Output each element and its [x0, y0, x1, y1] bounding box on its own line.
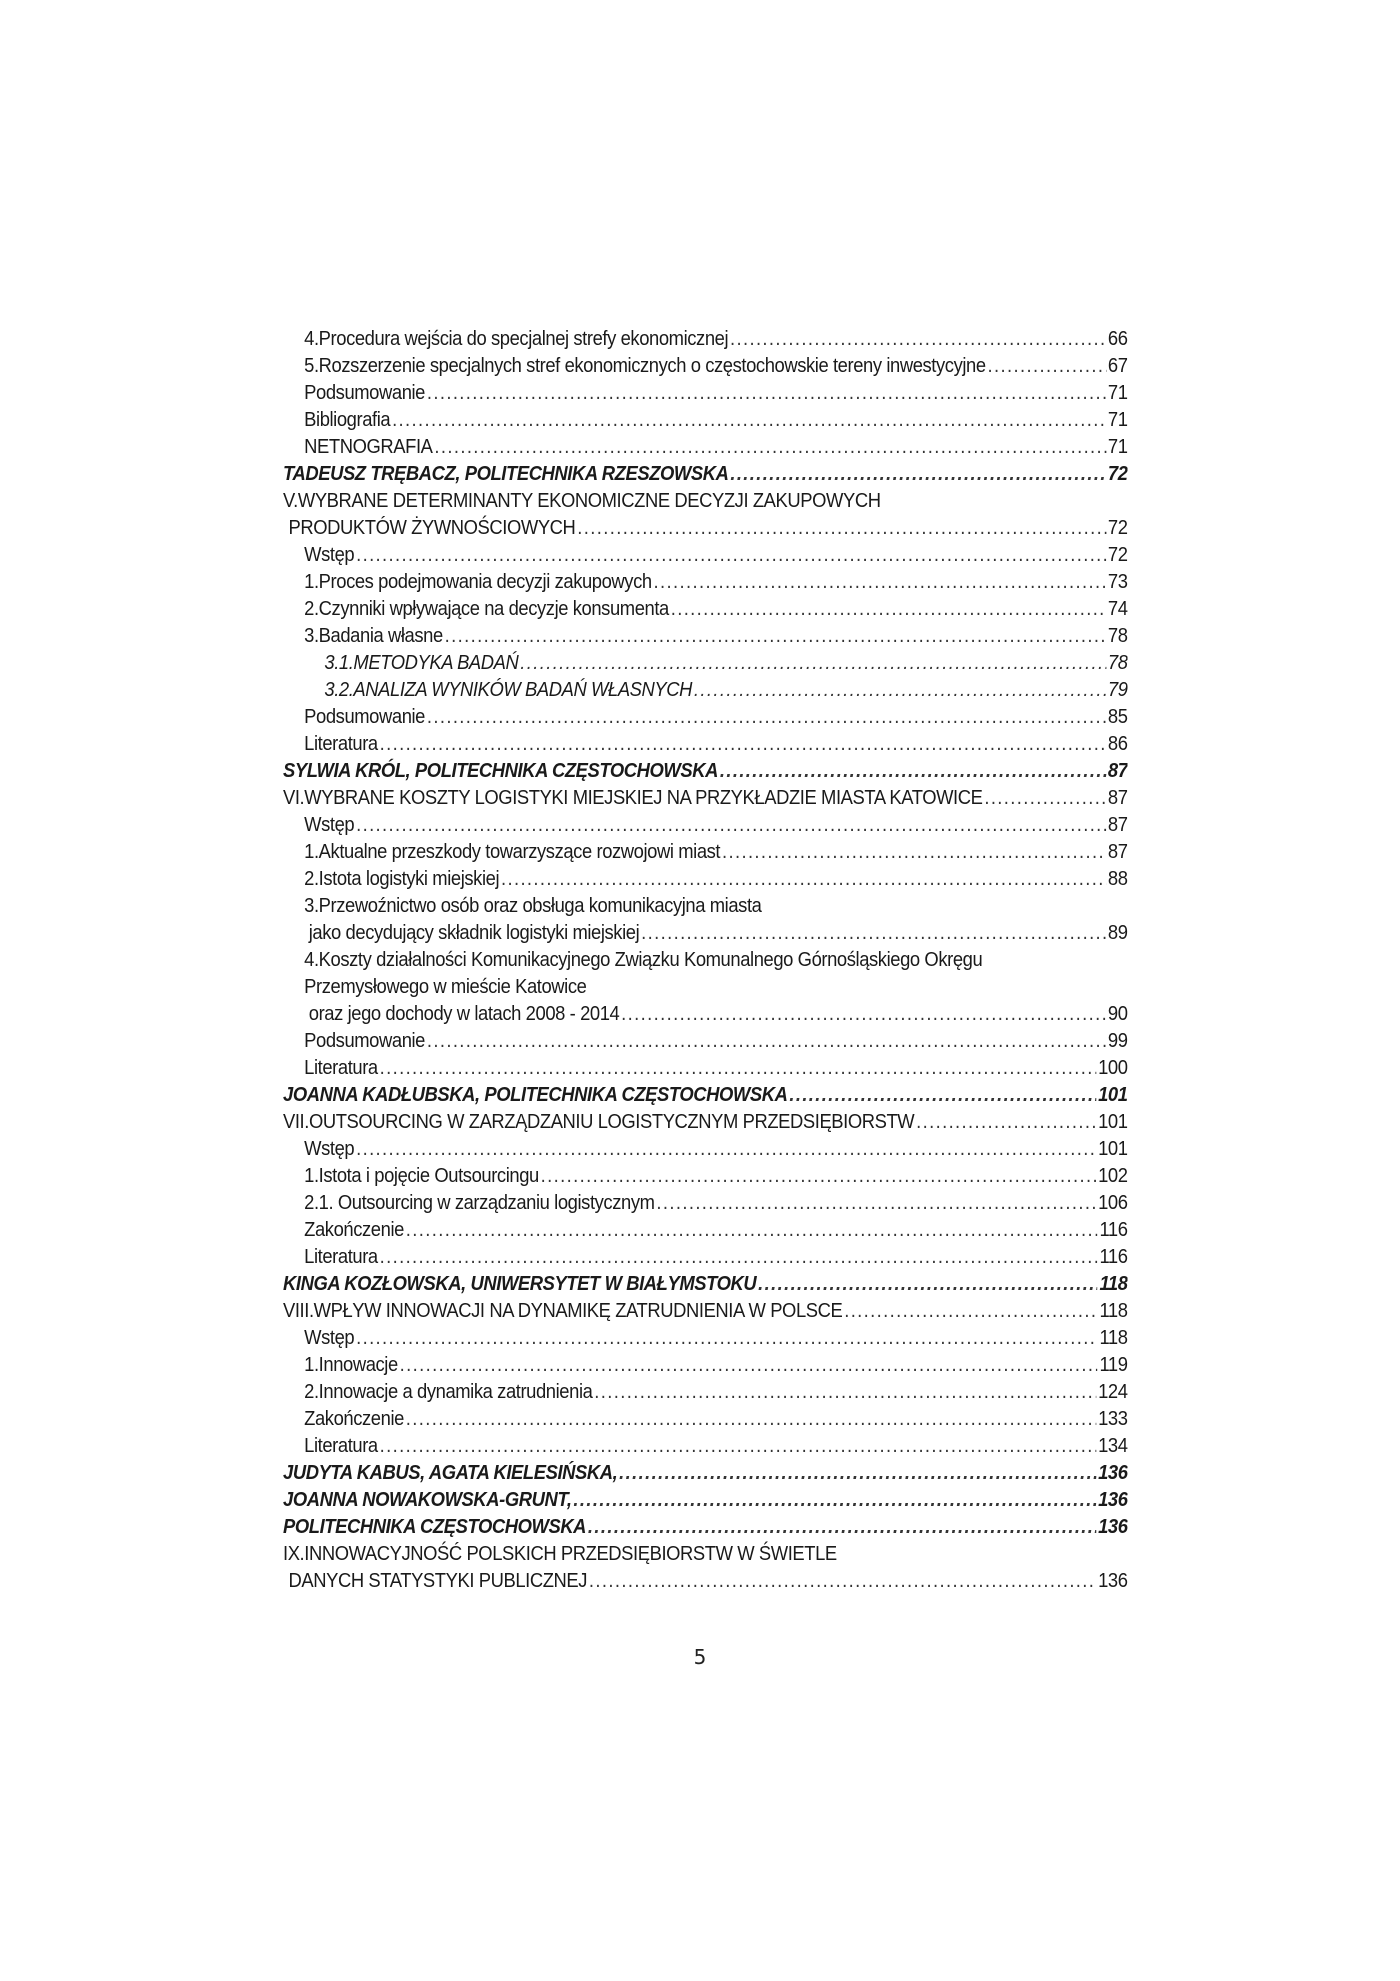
- page-number: 5: [693, 1645, 707, 1669]
- toc-leader-dots: [356, 1325, 1098, 1352]
- toc-entry: [283, 1568, 1128, 1595]
- toc-entry-page: 87: [1107, 787, 1128, 809]
- toc-entry-title: Literatura: [304, 1435, 378, 1457]
- toc-entry-page: 74: [1107, 598, 1128, 620]
- toc-entry: [283, 1379, 1128, 1406]
- toc-entry: [283, 1352, 1128, 1379]
- toc-entry-page: 71: [1107, 409, 1128, 431]
- toc-entry-page: 87: [1107, 760, 1128, 782]
- toc-entry-title: VI.WYBRANE KOSZTY LOGISTYKI MIEJSKIEJ NA PRZYKŁADZIE MIASTA KATOWICE: [283, 787, 983, 809]
- toc-entry-page: 133: [1098, 1408, 1128, 1430]
- toc-entry-title: KINGA KOZŁOWSKA, UNIWERSYTET W BIAŁYMSTOKU: [283, 1273, 757, 1295]
- toc-entry: [283, 1271, 1128, 1298]
- toc-entry-page: 71: [1107, 382, 1128, 404]
- toc-entry-page: 79: [1107, 679, 1128, 701]
- toc-entry-page: 99: [1107, 1030, 1128, 1052]
- toc-entry: [283, 974, 1128, 1001]
- toc-entry: [283, 1406, 1128, 1433]
- toc-entry-page: 90: [1107, 1003, 1128, 1025]
- toc-entry-title: 3.1.METODYKA BADAŃ: [324, 652, 519, 674]
- toc-entry-title: Zakończenie: [304, 1219, 404, 1241]
- toc-entry-page: 89: [1107, 922, 1128, 944]
- toc-leader-dots: [501, 866, 1106, 893]
- toc-leader-dots: [356, 812, 1106, 839]
- toc-entry-title: 3.Badania własne: [304, 625, 443, 647]
- toc-leader-dots: [844, 1298, 1097, 1325]
- toc-leader-dots: [406, 1217, 1098, 1244]
- toc-leader-dots: [589, 1568, 1096, 1595]
- toc-entry-page: 101: [1098, 1084, 1128, 1106]
- toc-entry-title: jako decydujący składnik logistyki miejskiej: [308, 922, 640, 944]
- toc-leader-dots: [427, 380, 1106, 407]
- toc-entry: [283, 1217, 1128, 1244]
- toc-entry-page: 88: [1107, 868, 1128, 890]
- toc-entry-title: SYLWIA KRÓL, POLITECHNIKA CZĘSTOCHOWSKA: [283, 760, 719, 782]
- toc-entry: [283, 542, 1128, 569]
- toc-entry: [283, 1001, 1128, 1028]
- toc-entry: [283, 623, 1128, 650]
- toc-entry-title: IX.INNOWACYJNOŚĆ POLSKICH PRZEDSIĘBIORSTW W ŚWIETLE: [283, 1543, 837, 1565]
- toc-entry: [283, 920, 1128, 947]
- toc-entry-title: 1.Aktualne przeszkody towarzyszące rozwojowi miast: [304, 841, 721, 863]
- toc-entry: [283, 380, 1128, 407]
- toc-entry-page: 78: [1107, 625, 1128, 647]
- toc-entry-title: JOANNA KADŁUBSKA, POLITECHNIKA CZĘSTOCHOWSKA: [283, 1084, 788, 1106]
- toc-entry-page: 72: [1107, 463, 1128, 485]
- toc-entry-page: 87: [1107, 841, 1128, 863]
- toc-entry-page: 136: [1098, 1489, 1128, 1511]
- toc-leader-dots: [641, 920, 1106, 947]
- toc-entry-title: 2.1. Outsourcing w zarządzaniu logistycznym: [304, 1192, 655, 1214]
- toc-leader-dots: [789, 1082, 1096, 1109]
- toc-leader-dots: [356, 542, 1106, 569]
- toc-entry-page: 72: [1107, 544, 1128, 566]
- toc-entry-title: TADEUSZ TRĘBACZ, POLITECHNIKA RZESZOWSKA: [283, 463, 729, 485]
- toc-leader-dots: [671, 596, 1106, 623]
- toc-entry-title: Podsumowanie: [304, 1030, 426, 1052]
- toc-entry: [283, 1298, 1128, 1325]
- toc-leader-dots: [988, 353, 1107, 380]
- toc-leader-dots: [427, 1028, 1106, 1055]
- toc-entry-page: 71: [1107, 436, 1128, 458]
- toc-entry-title: 3.Przewoźnictwo osób oraz obsługa komunikacyjna miasta: [304, 895, 762, 917]
- toc-entry: [283, 1541, 1128, 1568]
- toc-entry-title: 1.Proces podejmowania decyzji zakupowych: [304, 571, 652, 593]
- toc-entry: [283, 434, 1128, 461]
- toc-entry-title: 2.Istota logistyki miejskiej: [304, 868, 500, 890]
- toc-entry-page: 86: [1107, 733, 1128, 755]
- toc-entry-title: Literatura: [304, 733, 378, 755]
- toc-entry: [283, 407, 1128, 434]
- toc-leader-dots: [356, 1136, 1096, 1163]
- toc-entry: [283, 515, 1128, 542]
- toc-entry: [283, 1163, 1128, 1190]
- toc-entry: [283, 947, 1128, 974]
- toc-leader-dots: [916, 1109, 1096, 1136]
- toc-leader-dots: [619, 1460, 1096, 1487]
- toc-entry-page: 67: [1107, 355, 1128, 377]
- toc-entry-title: Przemysłowego w mieście Katowice: [304, 976, 587, 998]
- toc-entry: [283, 785, 1128, 812]
- toc-entry-page: 118: [1099, 1327, 1128, 1349]
- toc-leader-dots: [392, 407, 1106, 434]
- toc-entry-page: 124: [1098, 1381, 1128, 1403]
- toc-entry-title: Podsumowanie: [304, 706, 426, 728]
- toc-entry-page: 100: [1098, 1057, 1128, 1079]
- toc-entry-title: VIII.WPŁYW INNOWACJI NA DYNAMIKĘ ZATRUDNIENIA W POLSCE: [283, 1300, 843, 1322]
- toc-entry: [283, 650, 1128, 677]
- toc-leader-dots: [621, 1001, 1106, 1028]
- toc-entry: [283, 893, 1128, 920]
- toc-entry-title: PRODUKTÓW ŻYWNOŚCIOWYCH: [288, 517, 576, 539]
- toc-leader-dots: [520, 650, 1106, 677]
- toc-leader-dots: [400, 1352, 1098, 1379]
- toc-entry-title: VII.OUTSOURCING W ZARZĄDZANIU LOGISTYCZNYM PRZEDSIĘBIORSTW: [283, 1111, 915, 1133]
- toc-entry-page: 73: [1107, 571, 1128, 593]
- toc-entry-page: 87: [1107, 814, 1128, 836]
- toc-entry: [283, 353, 1128, 380]
- toc-entry-page: 78: [1107, 652, 1128, 674]
- table-of-contents: [283, 326, 1128, 1595]
- toc-leader-dots: [380, 1244, 1098, 1271]
- toc-leader-dots: [730, 461, 1106, 488]
- toc-entry: [283, 677, 1128, 704]
- toc-leader-dots: [722, 839, 1106, 866]
- toc-entry: [283, 866, 1128, 893]
- toc-entry-page: 101: [1098, 1138, 1128, 1160]
- toc-entry: [283, 1028, 1128, 1055]
- toc-entry-page: 118: [1099, 1300, 1128, 1322]
- toc-entry-title: NETNOGRAFIA: [304, 436, 433, 458]
- toc-entry: [283, 1460, 1128, 1487]
- toc-entry-title: Podsumowanie: [304, 382, 426, 404]
- toc-leader-dots: [984, 785, 1106, 812]
- toc-entry: [283, 1244, 1128, 1271]
- toc-leader-dots: [434, 434, 1106, 461]
- toc-leader-dots: [577, 515, 1106, 542]
- toc-entry: [283, 1325, 1128, 1352]
- toc-leader-dots: [720, 758, 1106, 785]
- toc-entry-page: 134: [1098, 1435, 1128, 1457]
- toc-entry-page: 136: [1098, 1516, 1128, 1538]
- toc-leader-dots: [758, 1271, 1098, 1298]
- toc-entry-title: Wstęp: [304, 1327, 355, 1349]
- toc-entry-page: 136: [1098, 1462, 1128, 1484]
- toc-leader-dots: [594, 1379, 1096, 1406]
- toc-entry: [283, 569, 1128, 596]
- toc-entry-title: 5.Rozszerzenie specjalnych stref ekonomicznych o częstochowskie tereny inwestycyjne: [304, 355, 986, 377]
- toc-leader-dots: [406, 1406, 1096, 1433]
- toc-entry-page: 136: [1098, 1570, 1128, 1592]
- toc-entry-title: Bibliografia: [304, 409, 391, 431]
- toc-entry-title: Literatura: [304, 1246, 378, 1268]
- toc-entry: [283, 461, 1128, 488]
- toc-entry-page: 106: [1098, 1192, 1128, 1214]
- toc-entry-title: Literatura: [304, 1057, 378, 1079]
- toc-entry-page: 72: [1107, 517, 1128, 539]
- toc-entry: [283, 326, 1128, 353]
- toc-entry: [283, 1082, 1128, 1109]
- toc-entry-title: JOANNA NOWAKOWSKA-GRUNT,: [283, 1489, 572, 1511]
- toc-entry: [283, 1109, 1128, 1136]
- toc-entry: [283, 839, 1128, 866]
- toc-entry: [283, 704, 1128, 731]
- toc-entry-page: 116: [1099, 1246, 1128, 1268]
- toc-entry-title: Wstęp: [304, 1138, 355, 1160]
- toc-leader-dots: [380, 731, 1106, 758]
- toc-entry: [283, 1136, 1128, 1163]
- toc-entry-title: POLITECHNIKA CZĘSTOCHOWSKA: [283, 1516, 587, 1538]
- toc-leader-dots: [694, 677, 1106, 704]
- toc-entry: [283, 1190, 1128, 1217]
- toc-entry-page: 119: [1099, 1354, 1128, 1376]
- toc-entry-title: 1.Innowacje: [304, 1354, 398, 1376]
- toc-entry-title: V.WYBRANE DETERMINANTY EKONOMICZNE DECYZJI ZAKUPOWYCH: [283, 490, 881, 512]
- toc-entry: [283, 812, 1128, 839]
- toc-entry: [283, 731, 1128, 758]
- toc-leader-dots: [730, 326, 1106, 353]
- toc-entry-title: oraz jego dochody w latach 2008 - 2014: [308, 1003, 620, 1025]
- toc-entry-page: 101: [1098, 1111, 1128, 1133]
- toc-entry-title: Zakończenie: [304, 1408, 404, 1430]
- toc-entry: [283, 596, 1128, 623]
- toc-leader-dots: [656, 1190, 1096, 1217]
- toc-leader-dots: [427, 704, 1106, 731]
- toc-entry-title: Wstęp: [304, 544, 355, 566]
- toc-entry: [283, 488, 1128, 515]
- toc-entry-title: DANYCH STATYSTYKI PUBLICZNEJ: [288, 1570, 588, 1592]
- toc-entry-title: Wstęp: [304, 814, 355, 836]
- toc-entry-title: 3.2.ANALIZA WYNIKÓW BADAŃ WŁASNYCH: [324, 679, 693, 701]
- toc-leader-dots: [541, 1163, 1097, 1190]
- toc-entry: [283, 1514, 1128, 1541]
- toc-leader-dots: [654, 569, 1107, 596]
- toc-entry-title: 2.Innowacje a dynamika zatrudnienia: [304, 1381, 593, 1403]
- toc-entry-title: 4.Procedura wejścia do specjalnej strefy ekonomicznej: [304, 328, 729, 350]
- toc-entry-page: 85: [1107, 706, 1128, 728]
- toc-entry-page: 66: [1107, 328, 1128, 350]
- toc-entry: [283, 1487, 1128, 1514]
- toc-entry: [283, 1433, 1128, 1460]
- toc-entry-title: JUDYTA KABUS, AGATA KIELESIŃSKA,: [283, 1462, 618, 1484]
- toc-leader-dots: [445, 623, 1106, 650]
- toc-leader-dots: [573, 1487, 1096, 1514]
- toc-entry-page: 118: [1099, 1273, 1128, 1295]
- toc-entry-page: 116: [1099, 1219, 1128, 1241]
- toc-entry-title: 2.Czynniki wpływające na decyzje konsumenta: [304, 598, 669, 620]
- toc-leader-dots: [588, 1514, 1096, 1541]
- toc-entry-title: 4.Koszty działalności Komunikacyjnego Związku Komunalnego Górnośląskiego Okręgu: [304, 949, 983, 971]
- toc-leader-dots: [380, 1055, 1097, 1082]
- toc-entry-title: 1.Istota i pojęcie Outsourcingu: [304, 1165, 539, 1187]
- toc-entry-page: 102: [1098, 1165, 1128, 1187]
- toc-leader-dots: [380, 1433, 1097, 1460]
- toc-entry: [283, 758, 1128, 785]
- toc-entry: [283, 1055, 1128, 1082]
